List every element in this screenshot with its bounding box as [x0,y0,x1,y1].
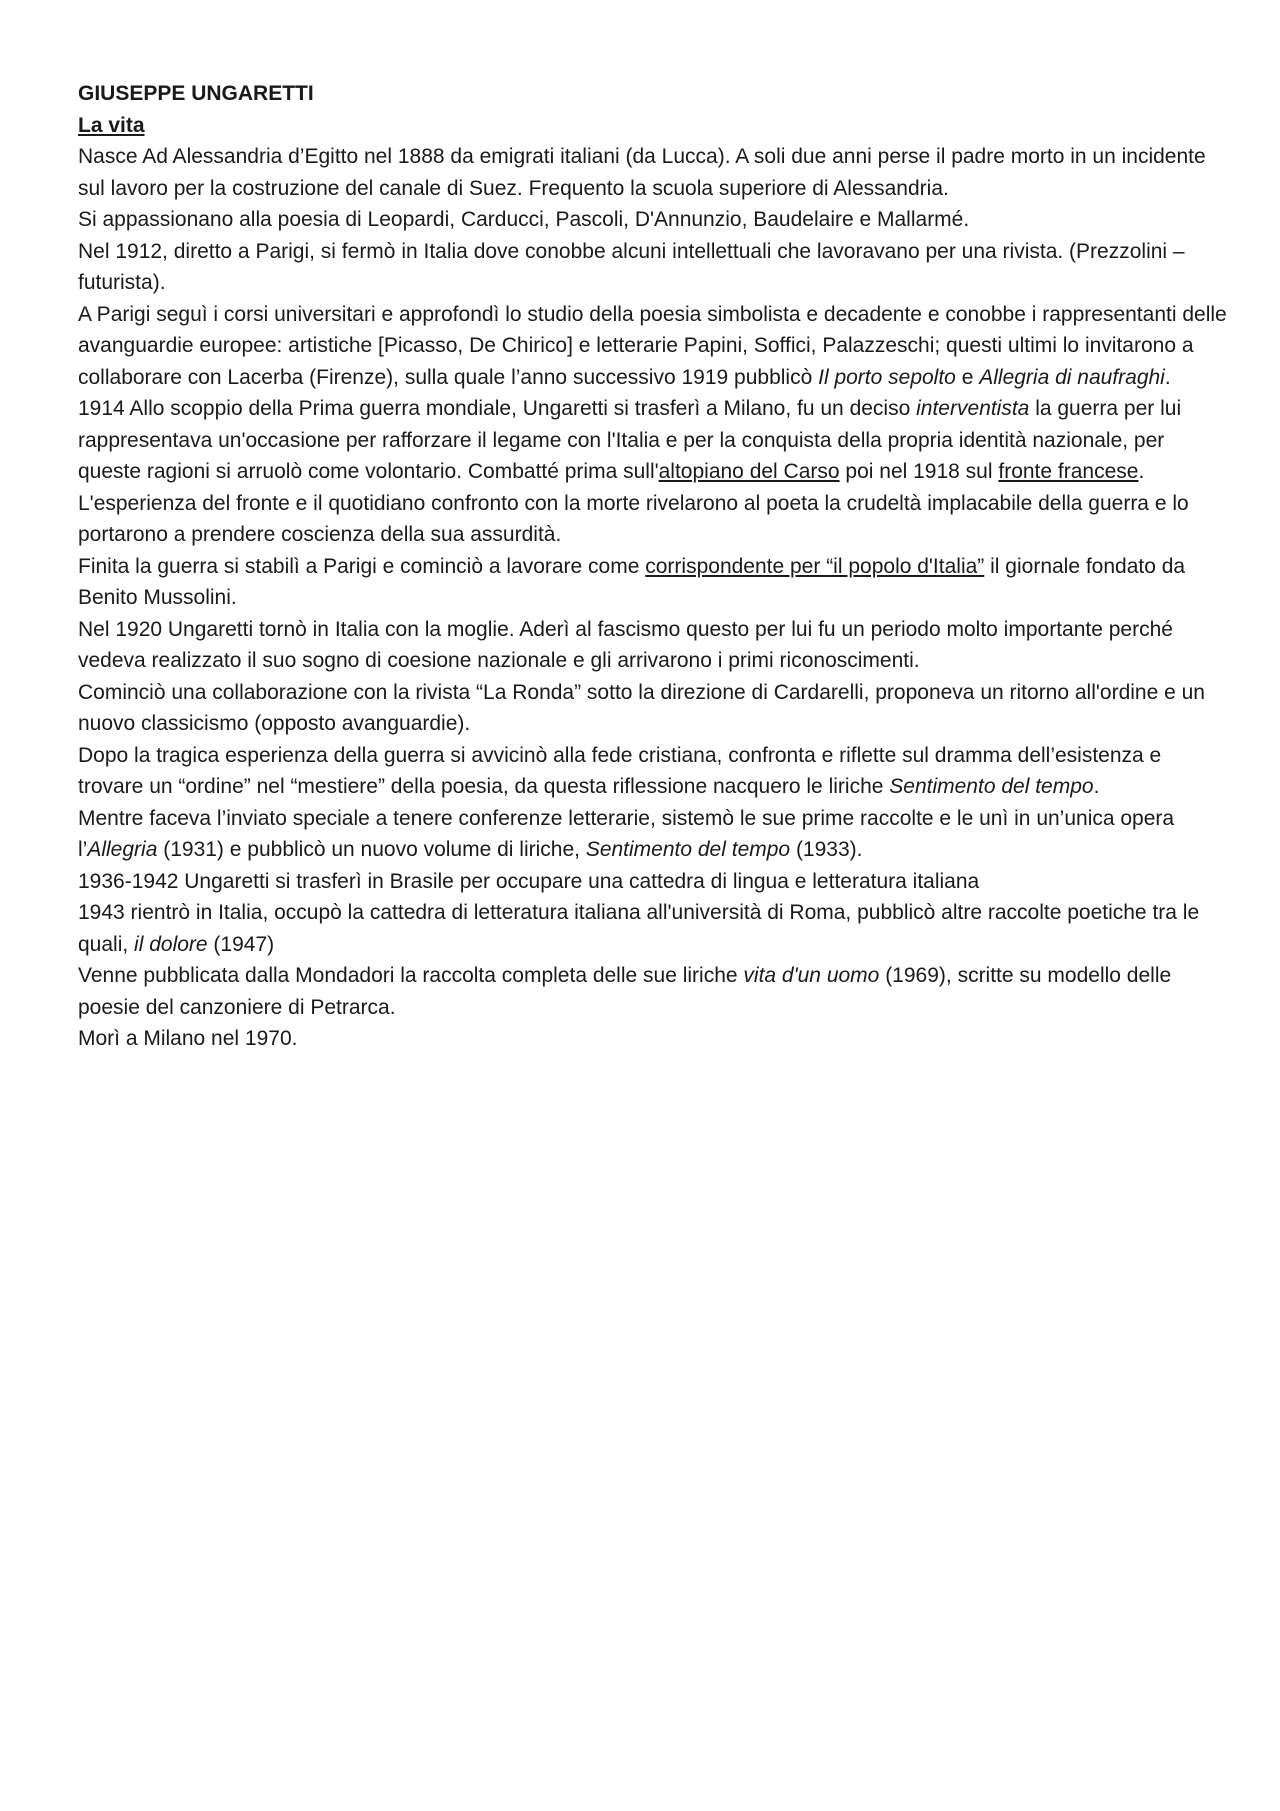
text-segment: . [1093,775,1100,798]
paragraph [78,393,1228,551]
italic-text: Sentimento del tempo [889,775,1094,798]
text-segment: 1943 rientrò in Italia, occupò la cattedra di letteratura italiana all'università di Roma, pubblicò altre raccolte poetiche tra le quali, [78,901,1200,956]
italic-text: Allegria di naufraghi [979,365,1165,389]
text-segment: (1931) e pubblicò un nuovo volume di liriche, [157,838,586,861]
text-segment: Morì a Milano nel 1970. [78,1027,298,1050]
text-segment: 1914 Allo scoppio della Prima guerra mondiale, Ungaretti si trasferì a Milano, fu un deciso [78,397,917,420]
document-page [78,78,1228,1055]
text-segment: la guerra per lui rappresentava un'occasione per rafforzare il legame con l'Italia e per la conquista della propria identità nazionale, per queste ragioni si arruolò come volontario. Combatté prima sull' [78,397,1182,483]
text-segment: Mentre faceva l’inviato speciale a tenere conferenze letterarie, sistemò le sue prime raccolte e le unì in un’unica opera l’ [78,806,1175,861]
text-segment: (1969), scritte su modello delle poesie del canzoniere di Petrarca. [78,964,1172,1019]
text-segment: Nel 1912, diretto a Parigi, si fermò in Italia dove conobbe alcuni intellettuali che lavoravano per una rivista. (Prezzolini – futurista). [78,239,1185,294]
text-segment: il giornale fondato da Benito Mussolini. [78,554,1186,609]
text-segment: 1936-1942 Ungaretti si trasferì in Brasile per occupare una cattedra di lingua e letteratura italiana [78,869,980,893]
paragraph [78,897,1228,960]
paragraph [78,677,1228,740]
text-segment: Nel 1920 Ungaretti tornò in Italia con la moglie. Aderì al fascismo questo per lui fu un periodo molto importante perché vedeva realizzato il suo sogno di coesione nazionale e gli arrivarono i primi riconoscimenti. [78,617,1173,672]
text-segment: Si appassionano alla poesia di Leopardi, Carducci, Pascoli, D'Annunzio, Baudelaire e Mallarmé. [78,208,970,231]
underlined-text: corrispondente per “il popolo d'Italia” [645,554,985,578]
paragraph [78,141,1228,204]
underlined-text: fronte francese [998,460,1139,483]
section-heading: La vita [78,113,145,137]
text-segment: . L'esperienza del fronte e il quotidiano confronto con la morte rivelarono al poeta la crudeltà implacabile della guerra e lo portarono a prendere coscienza della sua assurdità. [78,460,1189,546]
text-segment: poi nel 1918 sul [839,460,999,483]
italic-text: Il porto sepolto [818,365,956,389]
paragraph [78,551,1228,614]
paragraph [78,236,1228,299]
paragraph [78,866,1228,898]
italic-text: Sentimento del tempo [585,838,791,861]
text-segment: A Parigi seguì i corsi universitari e approfondì lo studio della poesia simbolista e decadente e conobbe i rappresentanti delle avanguardie europee: artistiche [Picasso, De Chirico] e letterarie Papini, Soffici, Palazzeschi; questi ultimi lo invitarono a collaborare con Lacerba (Firenze), sulla quale l’anno successivo 1919 pubblicò [78,302,1227,389]
underlined-text: altopiano del Carso [658,460,840,483]
paragraph [78,614,1228,677]
paragraph [78,1023,1228,1055]
text-segment: (1947) [207,932,275,956]
text-segment: . [1164,365,1171,389]
body-text [78,141,1228,1055]
paragraph [78,740,1228,803]
italic-text: Allegria [87,838,158,861]
text-segment: e [955,365,980,389]
text-segment: Venne pubblicata dalla Mondadori la raccolta completa delle sue liriche [78,964,744,987]
text-segment: (1933). [790,838,863,861]
italic-text: vita d'un uomo [743,964,880,987]
text-segment: Dopo la tragica esperienza della guerra si avvicinò alla fede cristiana, confronta e riflette sul dramma dell’esistenza e trovare un “ordine” nel “mestiere” della poesia, da questa riflessione nacquero le liriche [78,743,1162,798]
paragraph [78,803,1228,866]
paragraph [78,299,1228,394]
paragraph [78,204,1228,236]
text-segment: Nasce Ad Alessandria d’Egitto nel 1888 da emigrati italiani (da Lucca). A soli due anni perse il padre morto in un incidente sul lavoro per la costruzione del canale di Suez. Frequento la scuola superiore di Alessandria. [78,145,1206,200]
paragraph [78,960,1228,1023]
document-title: GIUSEPPE UNGARETTI [78,82,314,105]
italic-text: il dolore [134,932,208,956]
text-segment: Finita la guerra si stabilì a Parigi e cominciò a lavorare come [78,554,646,578]
italic-text: interventista [916,397,1030,420]
text-segment: Cominciò una collaborazione con la rivista “La Ronda” sotto la direzione di Cardarelli, proponeva un ritorno all'ordine e un nuovo classicismo (opposto avanguardie). [78,680,1205,735]
